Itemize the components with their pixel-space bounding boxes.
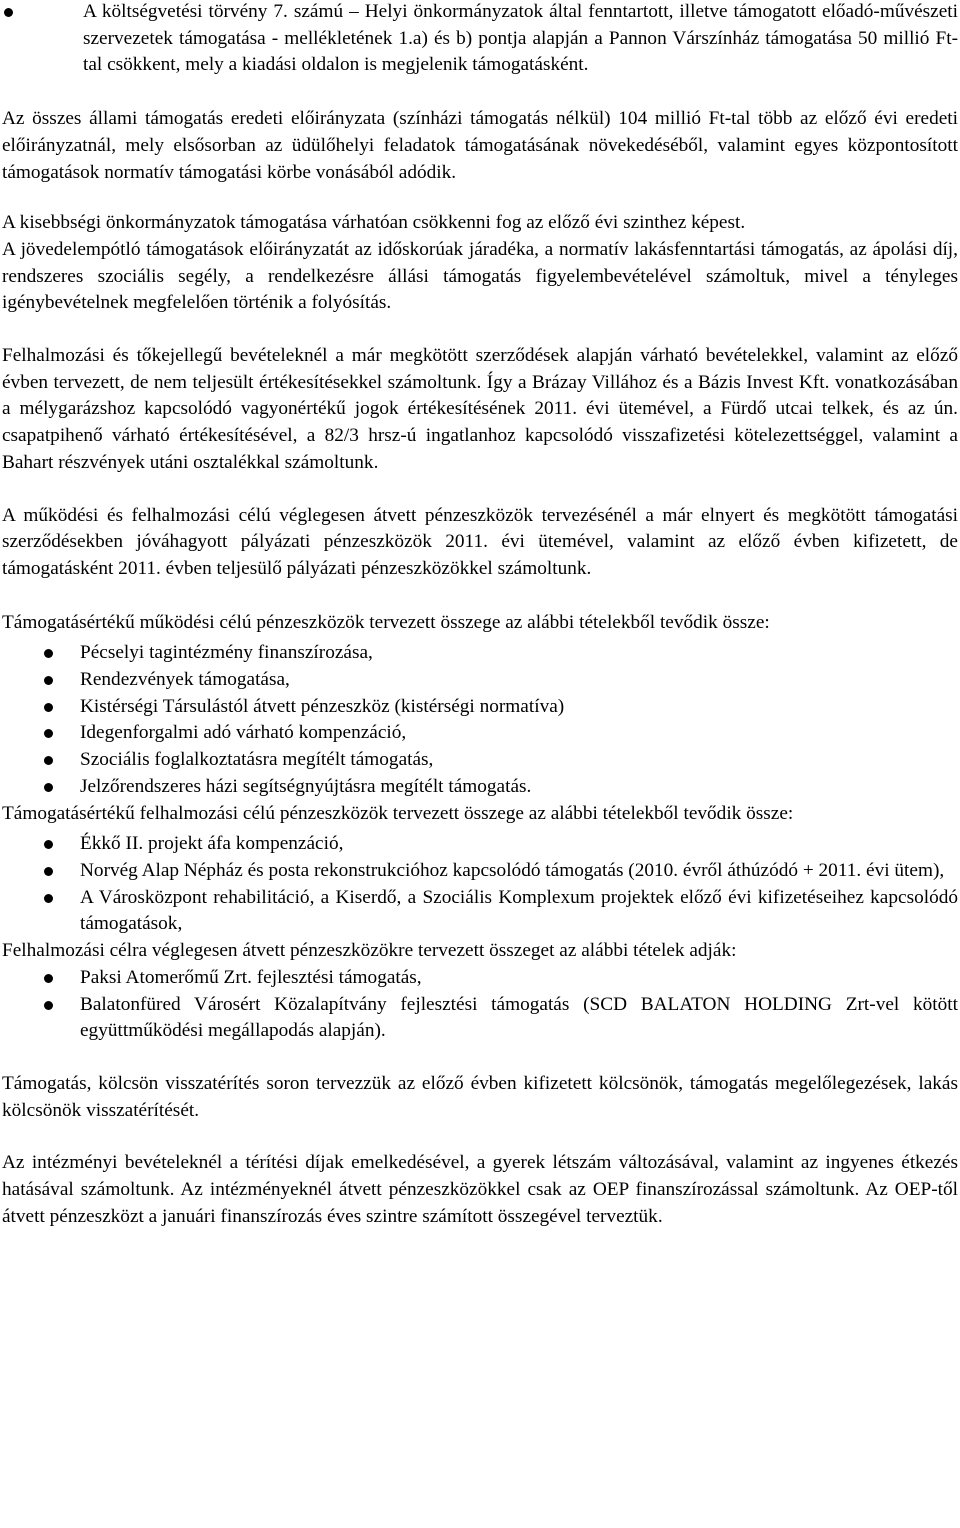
paragraph-tamogatasertek-mukodesi: Támogatásértékű működési célú pénzeszközök tervezett összege az alábbi tételekből tevődik össze: — [2, 611, 770, 633]
list-item-text: Pécselyi tagintézmény finanszírozása, — [80, 642, 373, 664]
list-item-text: A Városközpont rehabilitáció, a Kiserdő, a Szociális Komplexum projektek előző évi kifizetéseihez kapcsolódó támogatások, — [80, 886, 958, 935]
list-item — [2, 0, 958, 79]
list-item — [2, 747, 958, 774]
paragraph-intezmenyi-bevetelek: Az intézményi bevételeknél a térítési díjak emelkedésével, a gyerek létszám változásával, valamint az ingyenes étkezés hatásával számoltunk. Az intézményeknél átvett pénzeszközökkel csak az OEP finanszírozással számoltunk. Az OEP-től átvett pénzeszközt a januári finanszírozás éves szintre számított összegével terveztük. — [2, 1152, 958, 1227]
list-item — [2, 858, 958, 885]
paragraph-mukodesi-felhalmozasi: A működési és felhalmozási célú véglegesen átvett pénzeszközök tervezésénél a már elnyert és megkötött támogatási szerződésekben jóváhagyott pályázati pénzeszközök 2011. évi ütemével, valamint az előző évben kifizetett, de támogatásként 2011. évben teljesülő pályázati pénzeszközökkel számoltunk. — [2, 504, 958, 579]
list-item-text: Balatonfüred Városért Közalapítvány fejlesztési támogatás (SCD BALATON HOLDING Zrt-vel kötött együttműködési megállapodás alapján). — [80, 993, 958, 1042]
paragraph-felhalmozasi-celra: Felhalmozási célra véglegesen átvett pénzeszközökre tervezett összeget az alábbi tételek adják: — [2, 940, 737, 962]
list-item-text: Jelzőrendszeres házi segítségnyújtásra megítélt támogatás. — [80, 775, 532, 797]
bullet-icon — [44, 676, 53, 685]
bullet-icon — [44, 974, 53, 983]
list-item — [2, 774, 958, 801]
list-felhalmozasi — [2, 831, 958, 938]
bullet-icon — [44, 894, 53, 903]
bullet-icon — [44, 756, 53, 765]
list-item — [2, 992, 958, 1045]
list-item — [2, 640, 958, 667]
list-item-text: Kistérségi Társulástól átvett pénzeszköz (kistérségi normatíva) — [80, 695, 565, 717]
bullet-icon — [44, 1001, 53, 1010]
list-item — [2, 720, 958, 747]
list-item — [2, 667, 958, 694]
list-item-text: Rendezvények támogatása, — [80, 669, 290, 691]
bullet-icon — [44, 867, 53, 876]
paragraph-kisebbsegi: A kisebbségi önkormányzatok támogatása várhatóan csökkenni fog az előző évi szinthez képest. — [2, 212, 746, 234]
list-item — [2, 885, 958, 938]
list-item — [2, 694, 958, 721]
bullet-icon — [44, 649, 53, 658]
paragraph-felhalmozasi-bevetelek: Felhalmozási és tőkejellegű bevételeknél a már megkötött szerződések alapján várható bevételekkel, valamint az előző évben tervezett, de nem teljesült értékesítésekkel számoltunk. Így a Brázay Villához és a Bázis Invest Kft. vonatkozásában a mélygarázshoz kapcsolódó vagyonértékű jogok értékesítésének 2011. évi ütemével, a Fürdő utcai telkek, és az ún. csapatpihenő várható értékesítésével, a 82/3 hrsz-ú ingatlanhoz kapcsolódó visszafizetési kötelezettséggel, valamint a Bahart részvények utáni osztalékkal számoltunk. — [2, 345, 958, 473]
list-item-text: Szociális foglalkoztatásra megítélt támogatás, — [80, 749, 434, 771]
list-item — [2, 965, 958, 992]
list-item-text: Norvég Alap Népház és posta rekonstrukcióhoz kapcsolódó támogatás (2010. évről áthúzódó + 2011. évi ütem), — [80, 859, 945, 881]
list-mukodesi — [2, 640, 958, 800]
paragraph-tamogatasertek-felhalmozasi: Támogatásértékű felhalmozási célú pénzeszközök tervezett összege az alábbi tételekből tevődik össze: — [2, 802, 794, 824]
bullet-icon — [44, 703, 53, 712]
list-item — [2, 831, 958, 858]
list-felhalmozasi-celra — [2, 965, 958, 1045]
intro-list — [2, 0, 958, 79]
list-item-text: Idegenforgalmi adó várható kompenzáció, — [80, 722, 407, 744]
paragraph-kolcson-visszateritis: Támogatás, kölcsön visszatérítés soron tervezzük az előző évben kifizetett kölcsönök, támogatás megelőlegezések, lakás kölcsönök visszatérítését. — [2, 1072, 958, 1121]
bullet-icon — [44, 729, 53, 738]
paragraph-jovedelempotlo: A jövedelempótló támogatások előirányzatát az időskorúak járadéka, a normatív lakásfenntartási támogatás, az ápolási díj, rendszeres szociális segély, a rendelkezésre állási támogatás figyelembevételével számoltuk, mivel a tényleges igénybevételnek megfelelően történik a folyósítás. — [2, 238, 958, 314]
bullet-icon — [4, 8, 13, 17]
bullet-icon — [44, 840, 53, 849]
paragraph-allami-tamogatas: Az összes állami támogatás eredeti előirányzata (színházi támogatás nélkül) 104 millió Ft-tal több az előző évi eredeti előirányzatnál, mely elsősorban az üdülőhelyi feladatok támogatásának növekedéséből, valamint egyes központosított támogatások normatív támogatási körbe vonásából adódik. — [2, 108, 958, 183]
bullet-icon — [44, 783, 53, 792]
list-item-text: Ékkő II. projekt áfa kompenzáció, — [80, 833, 344, 855]
intro-item-text: A költségvetési törvény 7. számú – Helyi önkormányzatok által fenntartott, illetve támogatott előadó-művészeti szervezetek támogatása - mellékletének 1.a) és b) pontja alapján a Pannon Várszínház támogatása 50 millió Ft-tal csökkent, mely a kiadási oldalon is megjelenik támogatásként. — [83, 1, 958, 76]
list-item-text: Paksi Atomerőmű Zrt. fejlesztési támogatás, — [80, 966, 422, 988]
